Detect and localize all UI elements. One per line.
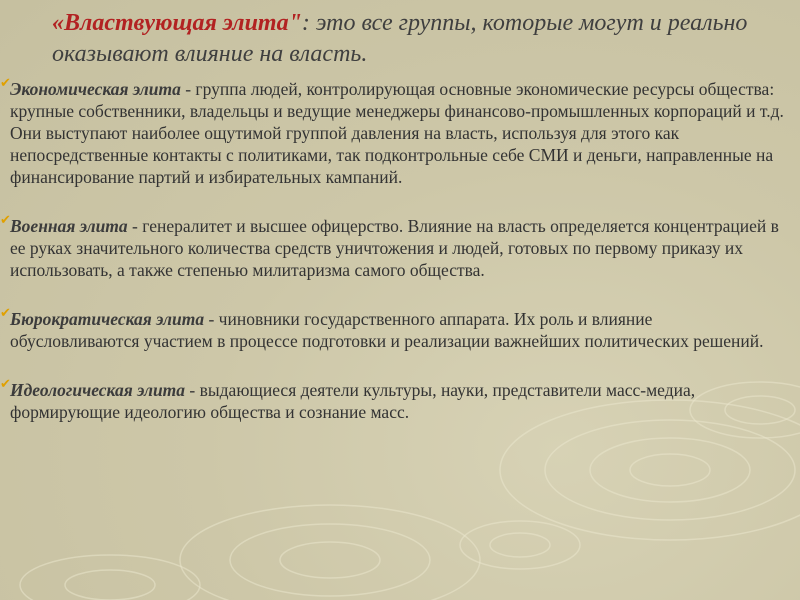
paragraph-term: Бюрократическая элита [10, 309, 205, 329]
paragraph-term: Военная элита [10, 216, 128, 236]
checkmark-bullet-icon: ✔ [0, 306, 11, 321]
content [0, 76, 784, 423]
title-term: «Властвующая элита" [52, 10, 302, 36]
checkmark-bullet-icon: ✔ [0, 377, 11, 392]
paragraph-bureaucratic-elite [0, 306, 784, 352]
paragraph-text: - чиновники государственного аппарата. Их роль и влияние обусловливаются участием в процессе подготовки и реализации важнейших политических решений. [10, 309, 764, 351]
title-text: : это все группы, которые могут и реально оказывают влияние на власть. [52, 10, 748, 67]
paragraph-military-elite [0, 213, 784, 281]
slide-title [52, 8, 772, 70]
checkmark-bullet-icon: ✔ [0, 213, 11, 228]
paragraph-ideological-elite [0, 377, 784, 423]
paragraph-term: Идеологическая элита [10, 380, 186, 400]
paragraph-term: Экономическая элита [10, 79, 181, 99]
paragraph-text: - выдающиеся деятели культуры, науки, представители масс-медиа, формирующие идеологию общества и сознание масс. [10, 380, 696, 422]
paragraph-text: - группа людей, контролирующая основные экономические ресурсы общества: крупные собственники, владельцы и ведущие менеджеры финансово-промышленных корпораций и т.д. Они выступают наиболее ощутимой группой давления на власть, используя для этого как непосредственные контакты с политиками, так подконтрольные себе СМИ и деньги, направленные на финансирование партий и избирательных кампаний. [10, 79, 784, 187]
paragraph-economic-elite [0, 76, 784, 188]
checkmark-bullet-icon: ✔ [0, 76, 11, 91]
paragraph-text: - генералитет и высшее офицерство. Влияние на власть определяется концентрацией в ее руках значительного количества средств уничтожения и людей, готовых по первому приказу их использовать, а также степенью милитаризма самого общества. [10, 216, 779, 280]
